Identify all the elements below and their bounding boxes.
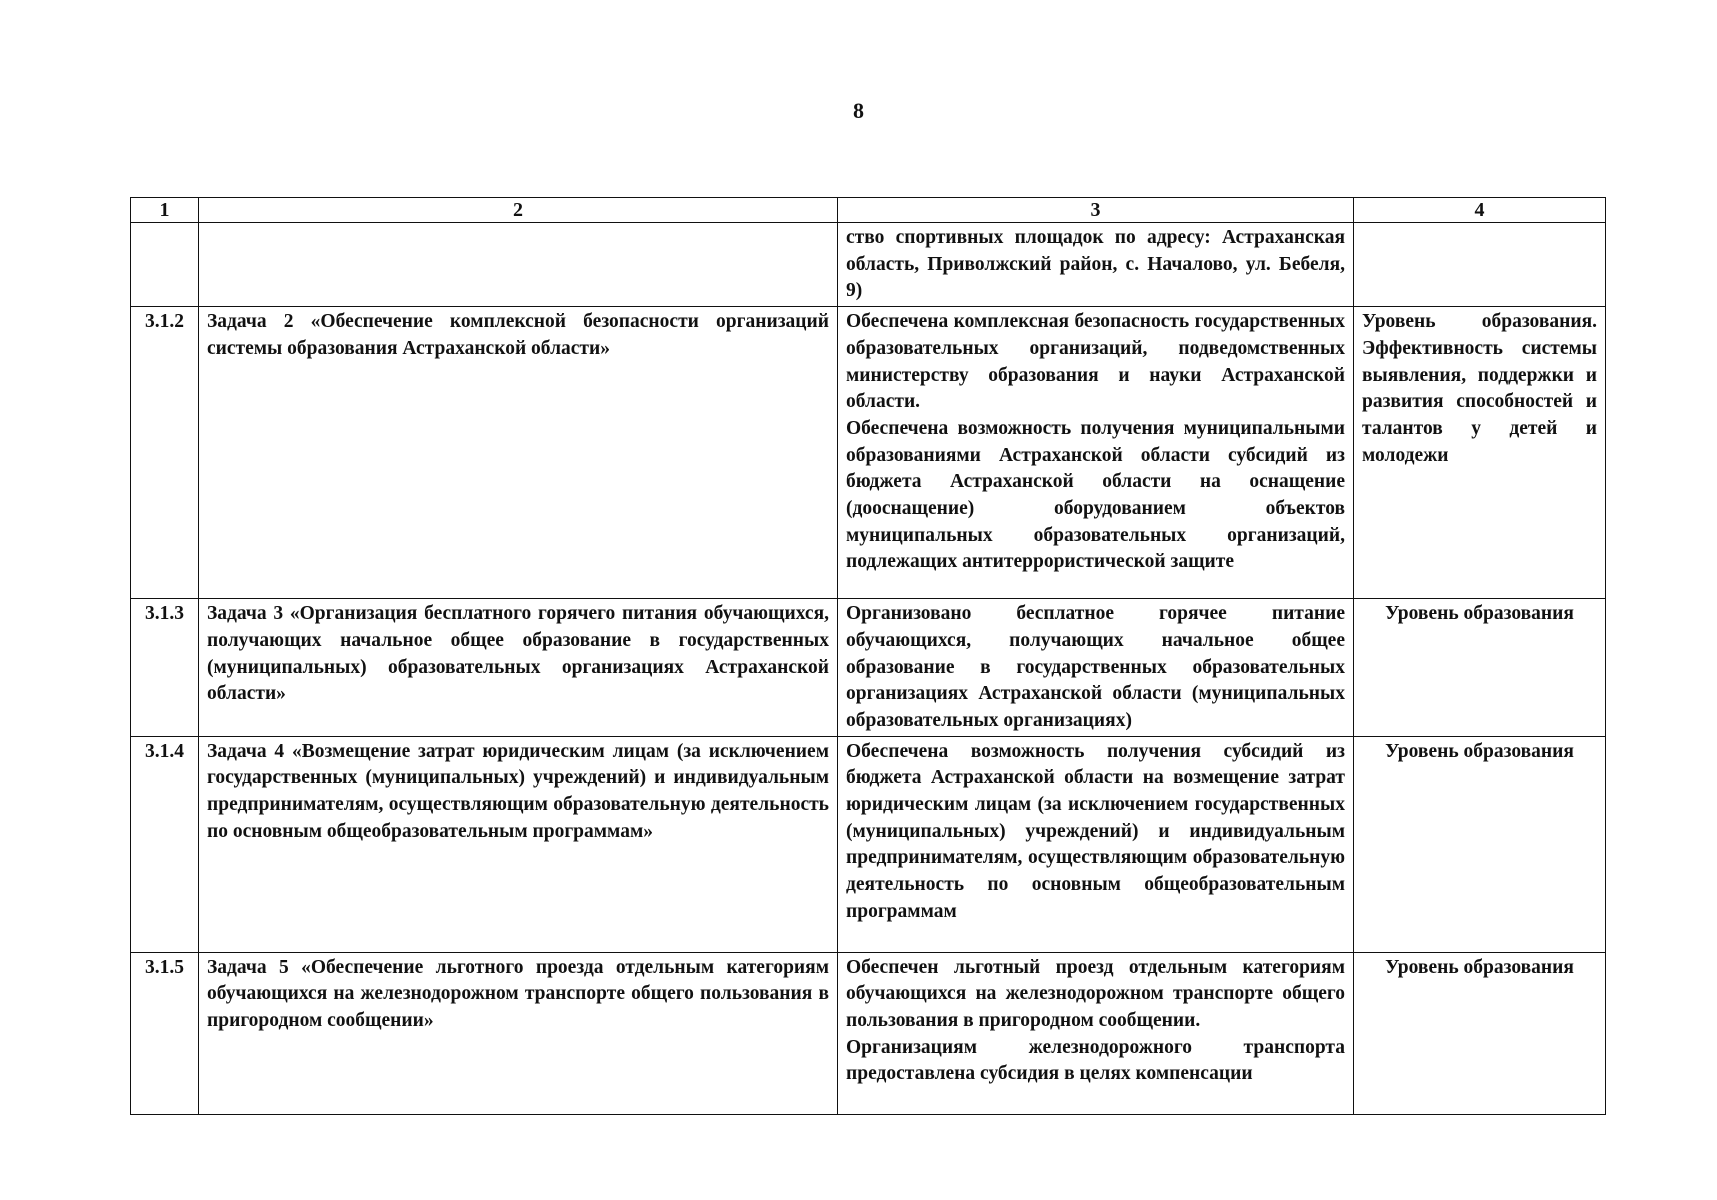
table-row (131, 223, 1606, 307)
result-cell (838, 599, 1354, 737)
result-cell (838, 952, 1354, 1114)
row-number-cell: 3.1.2 (131, 307, 199, 599)
table-row (131, 599, 1606, 737)
result-paragraph: Организовано бесплатное горячее питание обучающихся, получающих начальное общее образование в государственных образовательных организациях Астраханской области (муниципальных образовательных организациях) (846, 603, 1345, 731)
indicator-cell: Уровень образования (1354, 736, 1606, 952)
result-paragraph: ство спортивных площадок по адресу: Астраханская область, Приволжский район, с. Началово, ул. Бебеля, 9) (846, 227, 1345, 302)
column-header-4: 4 (1354, 198, 1606, 223)
result-paragraph: Обеспечена комплексная безопасность государственных образовательных организаций, подведомственных министерству образования и науки Астраханской области. (846, 311, 1345, 413)
indicator-cell (1354, 223, 1606, 307)
indicator-cell: Уровень образования (1354, 599, 1606, 737)
result-cell (838, 307, 1354, 599)
column-header-1: 1 (131, 198, 199, 223)
row-number-cell: 3.1.3 (131, 599, 199, 737)
table-row (131, 736, 1606, 952)
indicator-cell: Уровень образования. Эффективность системы выявления, поддержки и развития способностей и талантов у детей и молодежи (1354, 307, 1606, 599)
task-cell: Задача 2 «Обеспечение комплексной безопасности организаций системы образования Астраханской области» (199, 307, 838, 599)
table-row (131, 952, 1606, 1114)
result-paragraph: Обеспечена возможность получения субсидий из бюджета Астраханской области на возмещение затрат юридическим лицам (за исключением государственных (муниципальных) учреждений) и индивидуальным предпринимателям, осуществляющим образовательную деятельность по основным общеобразовательным программам (846, 740, 1345, 922)
column-header-3: 3 (838, 198, 1354, 223)
task-cell (199, 223, 838, 307)
table-row (131, 307, 1606, 599)
data-table (130, 197, 1606, 1115)
indicator-cell: Уровень образования (1354, 952, 1606, 1114)
result-paragraph: Организациям железнодорожного транспорта предоставлена субсидия в целях компенсации (846, 1036, 1345, 1085)
result-paragraph: Обеспечен льготный проезд отдельным категориям обучающихся на железнодорожном транспорте общего пользования в пригородном сообщении. (846, 956, 1345, 1032)
page-number: 8 (853, 98, 864, 123)
task-cell: Задача 3 «Организация бесплатного горячего питания обучающихся, получающих начальное общее образование в государственных (муниципальных) образовательных организациях Астраханской области» (199, 599, 838, 737)
header-row (131, 198, 1606, 223)
task-cell: Задача 4 «Возмещение затрат юридическим лицам (за исключением государственных (муниципальных) учреждений) и индивидуальным предпринимателям, осуществляющим образовательную деятельность по основным общеобразовательным программам» (199, 736, 838, 952)
row-number-cell (131, 223, 199, 307)
result-cell (838, 223, 1354, 307)
result-cell (838, 736, 1354, 952)
row-number-cell: 3.1.4 (131, 736, 199, 952)
result-paragraph: Обеспечена возможность получения муниципальными образованиями Астраханской области субсидий из бюджета Астраханской области на оснащение (дооснащение) оборудованием объектов муниципальных образовательных организаций, подлежащих антитеррористической защите (846, 417, 1345, 573)
task-cell: Задача 5 «Обеспечение льготного проезда отдельным категориям обучающихся на железнодорожном транспорте общего пользования в пригородном сообщении» (199, 952, 838, 1114)
row-number-cell: 3.1.5 (131, 952, 199, 1114)
column-header-2: 2 (199, 198, 838, 223)
